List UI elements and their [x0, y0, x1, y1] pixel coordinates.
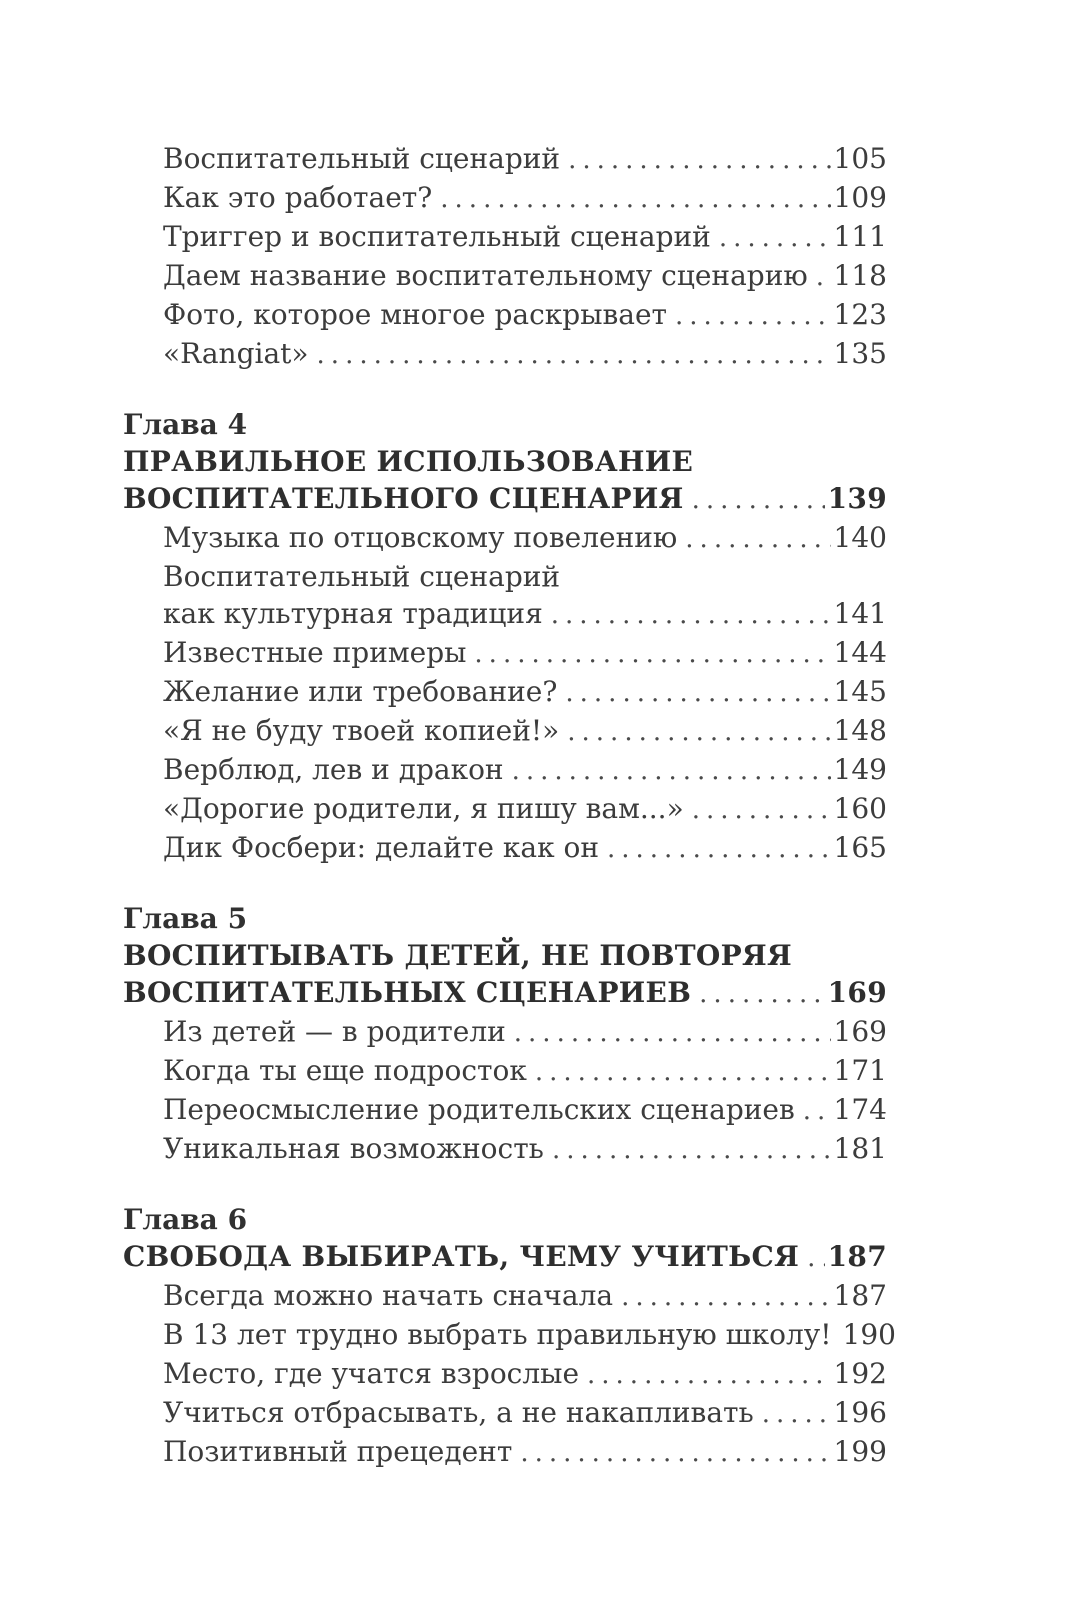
toc-entry-page: 135 — [833, 337, 887, 370]
toc-entry-page: 169 — [833, 1015, 887, 1048]
toc-entry-row — [123, 829, 887, 868]
toc-entry-page: 145 — [833, 675, 887, 708]
dot-leader — [762, 1394, 831, 1433]
toc-entry-row — [123, 790, 887, 829]
toc-entry-row — [123, 179, 887, 218]
toc-entry-title: Верблюд, лев и дракон — [163, 753, 504, 786]
toc-entry-row — [123, 1316, 896, 1355]
dot-leader — [692, 790, 831, 829]
dot-leader — [621, 1277, 830, 1316]
toc-entry-row — [123, 751, 887, 790]
dot-leader — [440, 179, 830, 218]
dot-leader — [317, 335, 831, 374]
toc-entry-page: 196 — [833, 1396, 887, 1429]
toc-entry-page: 187 — [833, 1279, 887, 1312]
dot-leader — [807, 1238, 825, 1277]
toc-entry-title: В 13 лет трудно выбрать правильную школу! — [163, 1318, 832, 1351]
toc-section — [123, 140, 887, 374]
dot-leader — [803, 1091, 831, 1130]
toc-entry-title: Как это работает? — [163, 181, 433, 214]
toc-entry-row — [123, 257, 887, 296]
dot-leader — [552, 1130, 831, 1169]
chapter-page-number: 187 — [827, 1240, 887, 1273]
toc-entry-row — [123, 1355, 887, 1394]
toc-entry-title: Известные примеры — [163, 636, 467, 669]
toc-entry-title: Воспитательный сценарий — [163, 142, 561, 175]
toc-entry-page: 149 — [833, 753, 887, 786]
toc-entry-page: 190 — [842, 1318, 896, 1351]
toc-entry-title: Желание или требование? — [163, 675, 558, 708]
toc-entry-row — [123, 140, 887, 179]
toc-entry-page: 111 — [833, 220, 887, 253]
dot-leader — [587, 1355, 831, 1394]
toc-entry-row — [123, 1433, 887, 1472]
toc-entry-page: 105 — [833, 142, 887, 175]
chapter-title-row — [123, 443, 887, 480]
dot-leader — [535, 1052, 831, 1091]
toc-entry-row — [123, 296, 887, 335]
toc-entry-title: как культурная традиция — [163, 597, 543, 630]
chapter-page-number: 139 — [827, 482, 887, 515]
chapter-title-text: ВОСПИТАТЕЛЬНОГО СЦЕНАРИЯ — [123, 482, 684, 515]
toc-entry-title: Всегда можно начать сначала — [163, 1279, 614, 1312]
toc-entry-row — [123, 1394, 887, 1433]
toc-entry-title: Уникальная возможность — [163, 1132, 544, 1165]
toc-entry-page: 192 — [833, 1357, 887, 1390]
dot-leader — [520, 1433, 830, 1472]
dot-leader — [685, 519, 830, 558]
chapter-title-text: ВОСПИТАТЕЛЬНЫХ СЦЕНАРИЕВ — [123, 976, 692, 1009]
toc-entry-row — [123, 218, 887, 257]
toc-entry-title: «Rangiat» — [163, 337, 309, 370]
toc-entry-row — [123, 634, 887, 673]
toc-entry-row — [123, 673, 887, 712]
chapter-title-row — [123, 480, 887, 519]
dot-leader — [692, 480, 825, 519]
toc-entry-row — [123, 1013, 887, 1052]
toc-entry-title: Учиться отбрасывать, а не накапливать — [163, 1396, 754, 1429]
toc-entry-page: 148 — [833, 714, 887, 747]
chapter-title-text: СВОБОДА ВЫБИРАТЬ, ЧЕМУ УЧИТЬСЯ — [123, 1240, 800, 1273]
dot-leader — [675, 296, 831, 335]
chapter-label: Глава 5 — [123, 902, 248, 935]
toc-entry-title: Музыка по отцовскому повелению — [163, 521, 678, 554]
chapter-title-text: ВОСПИТЫВАТЬ ДЕТЕЙ, НЕ ПОВТОРЯЯ — [123, 939, 792, 972]
toc-entry-page: 109 — [833, 181, 887, 214]
dot-leader — [816, 257, 831, 296]
chapter-title-row — [123, 1238, 887, 1277]
dot-leader — [514, 1013, 831, 1052]
toc-entry-title: «Я не буду твоей копией!» — [163, 714, 560, 747]
toc-entry-title: Триггер и воспитательный сценарий — [163, 220, 711, 253]
toc-section — [123, 406, 887, 868]
toc-entry-title: Из детей — в родители — [163, 1015, 506, 1048]
chapter-label: Глава 6 — [123, 1203, 248, 1236]
dot-leader — [551, 595, 831, 634]
toc-entry-title: Когда ты еще подросток — [163, 1054, 527, 1087]
table-of-contents — [123, 140, 896, 1472]
toc-entry-page: 140 — [833, 521, 887, 554]
dot-leader — [474, 634, 830, 673]
chapter-title-row — [123, 974, 887, 1013]
toc-entry-title: Место, где учатся взрослые — [163, 1357, 580, 1390]
chapter-page-number: 169 — [827, 976, 887, 1009]
toc-entry-page: 160 — [833, 792, 887, 825]
toc-entry-row — [123, 558, 887, 595]
toc-entry-page: 181 — [833, 1132, 887, 1165]
toc-entry-title: Воспитательный сценарий — [163, 560, 561, 593]
toc-entry-title: «Дорогие родители, я пишу вам...» — [163, 792, 684, 825]
toc-entry-row — [123, 335, 887, 374]
toc-entry-page: 141 — [833, 597, 887, 630]
toc-entry-row — [123, 1091, 887, 1130]
chapter-label: Глава 4 — [123, 408, 248, 441]
toc-entry-page: 165 — [833, 831, 887, 864]
toc-section — [123, 1201, 896, 1472]
toc-entry-row — [123, 712, 887, 751]
chapter-title-text: ПРАВИЛЬНОЕ ИСПОЛЬЗОВАНИЕ — [123, 445, 694, 478]
toc-entry-page: 118 — [833, 259, 887, 292]
toc-entry-title: Переосмысление родительских сценариев — [163, 1093, 795, 1126]
dot-leader — [565, 673, 830, 712]
toc-entry-title: Фото, которое многое раскрывает — [163, 298, 668, 331]
toc-entry-page: 199 — [833, 1435, 887, 1468]
dot-leader — [699, 974, 824, 1013]
dot-leader — [719, 218, 831, 257]
toc-entry-row — [123, 519, 887, 558]
toc-entry-row — [123, 595, 887, 634]
toc-entry-row — [123, 1052, 887, 1091]
toc-entry-row — [123, 1277, 887, 1316]
toc-entry-page: 174 — [833, 1093, 887, 1126]
toc-entry-page: 144 — [833, 636, 887, 669]
toc-entry-title: Дик Фосбери: делайте как он — [163, 831, 599, 864]
toc-entry-title: Позитивный прецедент — [163, 1435, 513, 1468]
toc-entry-page: 171 — [833, 1054, 887, 1087]
dot-leader — [607, 829, 831, 868]
dot-leader — [512, 751, 831, 790]
toc-entry-title: Даем название воспитательному сценарию — [163, 259, 808, 292]
toc-entry-row — [123, 1130, 887, 1169]
chapter-title-row — [123, 937, 887, 974]
dot-leader — [568, 140, 830, 179]
toc-section — [123, 900, 887, 1169]
toc-entry-page: 123 — [833, 298, 887, 331]
dot-leader — [567, 712, 830, 751]
